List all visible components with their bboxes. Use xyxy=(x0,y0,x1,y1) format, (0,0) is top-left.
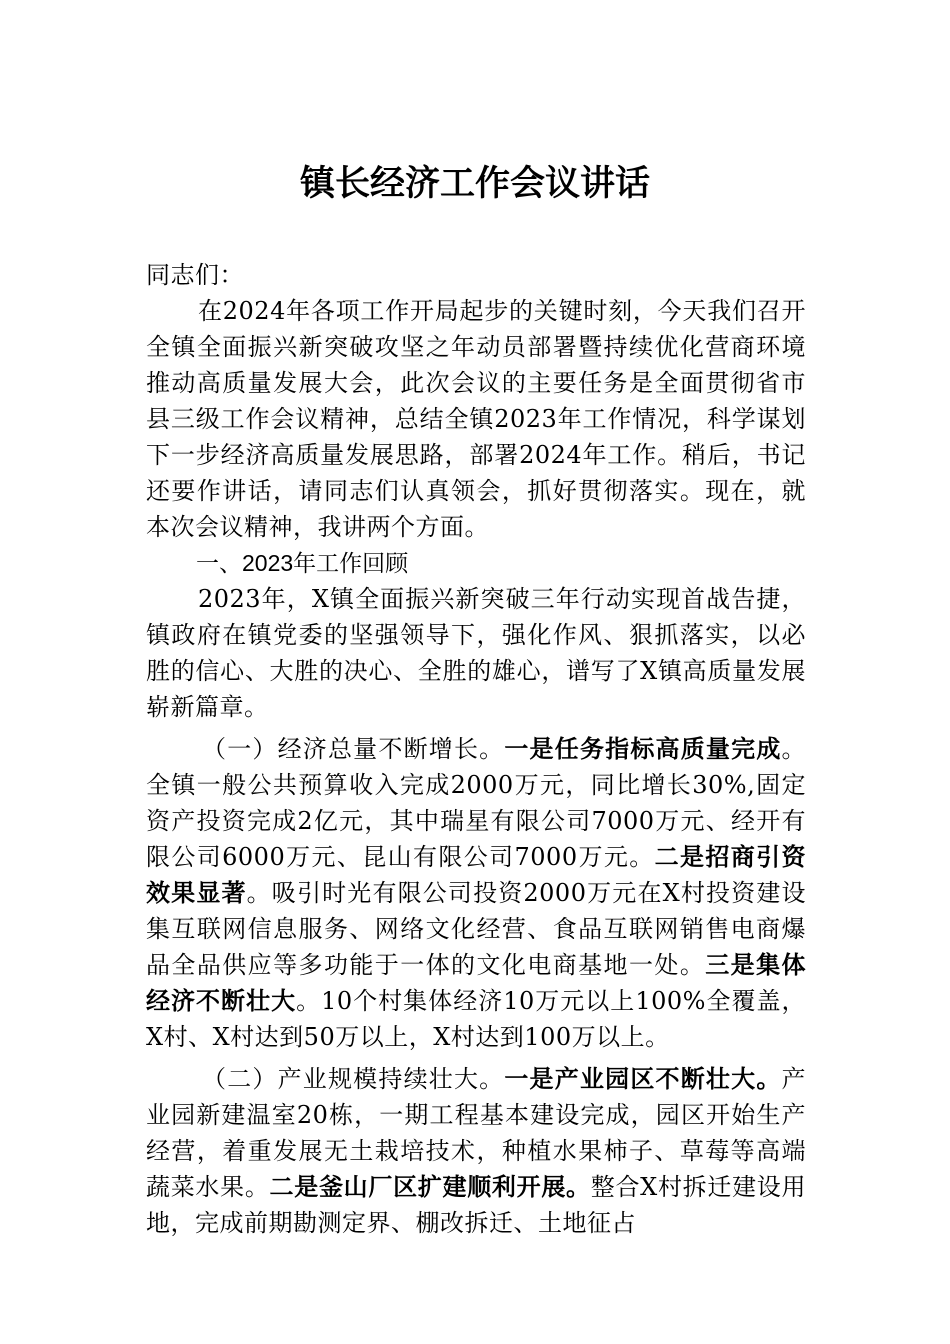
intro-paragraph: 在2024年各项工作开局起步的关键时刻，今天我们召开全镇全面振兴新突破攻坚之年动员部署暨持续优化营商环境推动高质量发展大会，此次会议的主要任务是全面贯彻省市县三级工作会议精神，总结全镇2023年工作情况，科学谋划下一步经济高质量发展思路，部署2024年工作。稍后，书记还要作讲话，请同志们认真领会，抓好贯彻落实。现在，就本次会议精神，我讲两个方面。 xyxy=(146,297,806,541)
economy-point2-text: 。吸引时光有限公司投资2000万元在X村投资建设集互联网信息服务、网络文化经营、食品互联网销售电商爆品全品供应等多功能于一体的文化电商基地一处。 xyxy=(146,879,806,979)
industry-point1-label: 一是产业园区不断壮大。 xyxy=(504,1064,782,1093)
economy-point2-label: 二是招商引资效果显著 xyxy=(146,842,807,907)
economy-paragraph xyxy=(146,731,806,1055)
salutation: 同志们： xyxy=(146,261,244,289)
economy-point3-text: 。10个村集体经济10万元以上100%全覆盖，X村、X村达到50万以上，X村达到100万以上。 xyxy=(146,987,806,1051)
document-body xyxy=(146,257,806,1241)
industry-paragraph xyxy=(146,1061,806,1241)
document-title: 镇长经济工作会议讲话 xyxy=(299,163,650,204)
economy-point1-text: 。全镇一般公共预算收入完成2000万元，同比增长30%,固定资产投资完成2亿元，其中瑞星有限公司7000万元、经开有限公司6000万元、昆山有限公司7000万元。 xyxy=(146,735,807,871)
industry-point2-label: 二是釜山厂区扩建顺利开展。 xyxy=(269,1172,591,1201)
section-intro-paragraph: 2023年，X镇全面振兴新突破三年行动实现首战告捷，镇政府在镇党委的坚强领导下，强化作风、狠抓落实，以必胜的信心、大胜的决心、全胜的雄心，谱写了X镇高质量发展崭新篇章。 xyxy=(146,585,806,721)
industry-point1-text: 产业园新建温室20栋，一期工程基本建设完成，园区开始生产经营，着重发展无土栽培技术，种植水果柿子、草莓等高端蔬菜水果。 xyxy=(146,1065,807,1201)
economy-point1-label: 一是任务指标高质量完成 xyxy=(504,734,782,763)
economy-heading: （一）经济总量不断增长。 xyxy=(202,735,505,763)
industry-heading: （二）产业规模持续壮大。 xyxy=(202,1065,505,1093)
section-heading: 一、2023年工作回顾 xyxy=(196,550,409,576)
industry-point2-text: 整合X村拆迁建设用地，完成前期勘测定界、棚改拆迁、土地征占 xyxy=(146,1173,806,1237)
economy-point3-label: 三是集体经济不断壮大 xyxy=(146,950,807,1015)
